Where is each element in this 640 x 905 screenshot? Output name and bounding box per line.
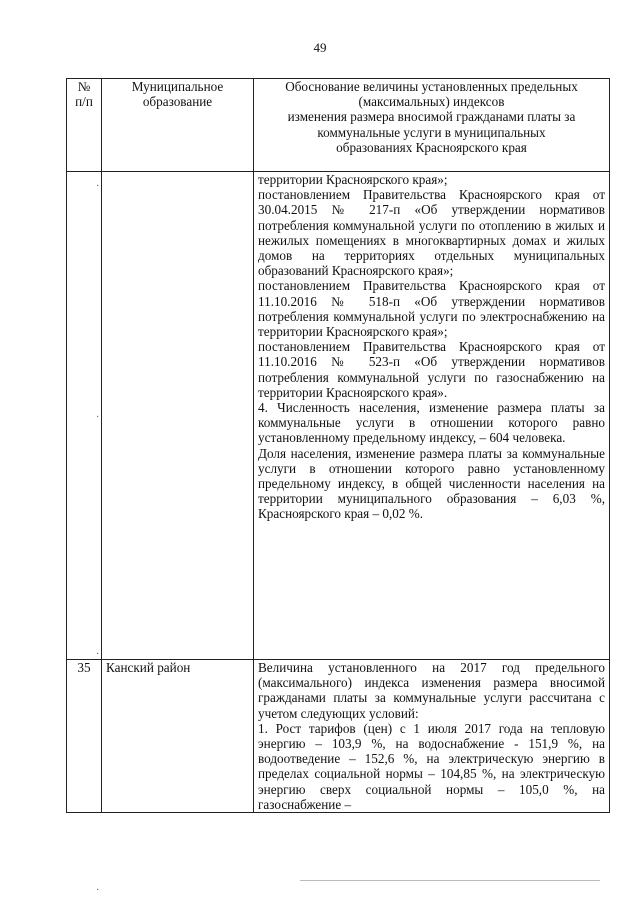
scan-speck: · [96,412,100,423]
scan-edge-line [300,880,600,881]
table-header-row [67,79,610,172]
paragraph: постановлением Правительства Красноярского края от 11.10.2016 № 523-п «Об утверждении нормативов потребления коммунальной услуги по газоснабжению на территории Красноярского края». [258,339,605,400]
paragraph: 4. Численность населения, изменение размера платы за коммунальные услуги в отношении которого равно установленному предельному индексу, – 604 человека. [258,400,605,446]
paragraph: постановлением Правительства Красноярского края от 11.10.2016 № 518-п «Об утверждении нормативов потребления коммунальной услуги по электроснабжению на территории Красноярского края»; [258,278,605,340]
paragraph: постановлением Правительства Красноярского края от 30.04.2015 № 217-п «Об утверждении нормативов потребления коммунальной услуги по отоплению в жилых и нежилых помещениях в многоквартирных домах и жилых домов на территориях отдельных муниципальных образований Красноярского края»; [258,187,605,279]
header-number: № п/п [67,79,102,172]
row-municipality: Канский район [102,660,254,813]
row-justification [254,172,610,660]
header-line: Обоснование величины установленных предельных [285,79,578,94]
paragraph: Величина установленного на 2017 год предельного (максимального) индекса изменения размера вносимой гражданами платы за коммунальные услуги рассчитана с учетом следующих условий: [258,660,605,721]
justification-table [66,78,610,813]
row-municipality [102,172,254,660]
scan-speck: · [96,885,100,896]
paragraph: Доля населения, изменение размера платы за коммунальные услуги в отношении которого равно установленному предельному индексу, в общей численности населения на территории муниципального образования – 6,03 %, Красноярского края – 0,02 %. [258,445,605,522]
header-justification [254,79,610,172]
row-justification [254,660,610,813]
header-line: изменения размера вносимой гражданами платы за [287,109,576,125]
scan-speck: · [96,649,100,660]
scan-speck: · [96,181,100,192]
table-row [67,172,610,660]
paragraph: 1. Рост тарифов (цен) с 1 июля 2017 года на тепловую энергию – 103,9 %, на водоснабжение - 151,9 %, на водоотведение – 152,6 %, на электрическую энергию в пределах социальной нормы – 104,85 %, на электрическую энергию сверх социальной нормы – 105,0 %, на газоснабжение – [258,720,605,812]
paragraph: территории Красноярского края»; [258,172,448,187]
header-line: коммунальные услуги в муниципальных [317,124,546,140]
page-number: 49 [313,40,327,55]
header-line: (максимальных) индексов [358,94,505,110]
header-line: образованиях Красноярского края [336,139,527,155]
table-row [67,660,610,813]
row-number: 35 [67,660,102,813]
header-municipality: Муниципальное образование [102,79,254,172]
